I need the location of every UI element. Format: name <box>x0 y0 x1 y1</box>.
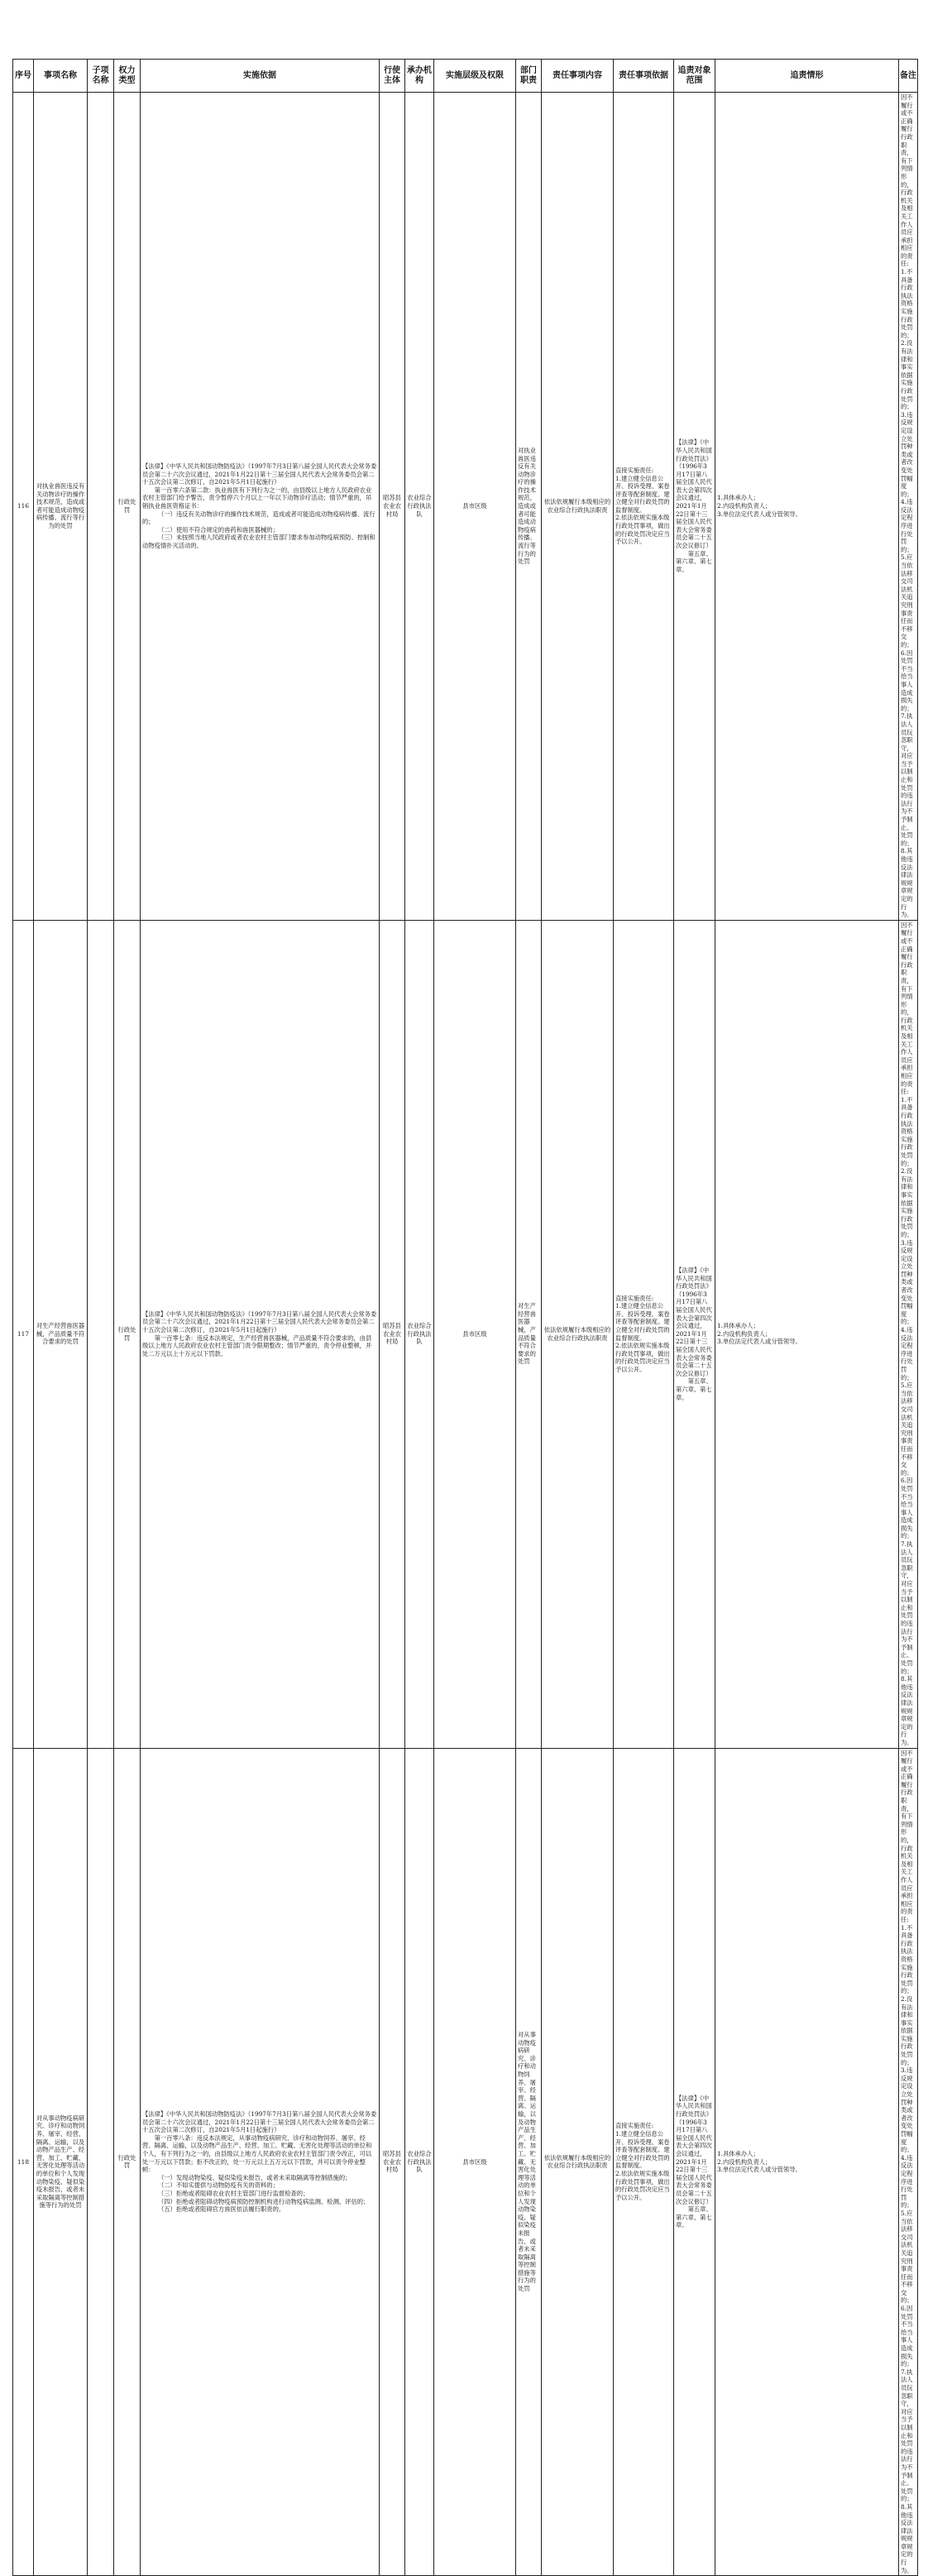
power-type: 行政处罚 <box>114 93 141 921</box>
responsibility-content-line: 2.依法依规实施本级行政处罚事项，做出的行政处罚决定应当予以公开。 <box>615 1342 670 1373</box>
implementation-basis-line: 第一百零七条：违反本法规定，生产经营兽医器械，产品质量不符合要求的，由县级以上地方人民政府农业农村主管部门责令限期整改；情节严重的，责令停业整顿，并处二万元以上十万元以下罚款。 <box>142 1333 372 1357</box>
accountability-situations-line: 2.没有法律和事实依据实施行政处罚的； <box>901 339 913 411</box>
column-header: 权力类型 <box>114 60 141 93</box>
implementation-basis-line: 【法律】《中华人民共和国动物防疫法》（1997年7月3日第八届全国人民代表大会常务委员会第二十六次会议通过，2021年1月22日第十三届全国人民代表大会常务委员会第二十五次会议第二次修订，自2021年5月1日起施行） <box>142 1310 377 1334</box>
implementation-basis-line: 【法律】《中华人民共和国动物防疫法》（1997年7月3日第八届全国人民代表大会常务委员会第二十六次会议通过，2021年1月22日第十三届全国人民代表大会常务委员会第二十五次会议第二次修订，自2021年5月1日起施行） <box>142 462 377 486</box>
table-row <box>13 93 918 921</box>
column-header: 事项名称 <box>34 60 88 93</box>
power-list-table <box>12 59 918 2576</box>
accountability-situations-line: 3.违反规定设立处罚种类或者改变处罚幅度的； <box>901 2066 913 2154</box>
responsibility-content <box>614 93 674 921</box>
accountability-situations-line: 4.违反法定程序进行处罚的； <box>901 498 913 553</box>
responsibility-content <box>614 920 674 1748</box>
implementation-basis-line: 第一百零六条第二款：执业兽医有下列行为之一的，由县级以上地方人民政府农业农村主管部门给予警告，责令暂停六个月以上一年以下动物诊疗活动；情节严重的，吊销执业兽医资格证书： <box>142 486 372 510</box>
accountability-situations-line: 因不履行或不正确履行行政职责，有下列情形的，行政机关及相关工作人员应承担相应的责任: <box>901 93 913 268</box>
implementation-basis-line: （一）发现动物染疫、疑似染疫未报告，或者未采取隔离等控制措施的； <box>157 2173 352 2181</box>
accountability-situations-line: 3.违反规定设立处罚种类或者改变处罚幅度的； <box>901 1238 913 1326</box>
accountability-situations-line: 8.其他违反法律法规规章规定的行为。 <box>901 847 913 919</box>
implementation-basis <box>141 93 380 921</box>
accountability-situations-line: 5.应当依法移交司法机关追究刑事责任而不移交的； <box>901 553 913 649</box>
column-header: 序号 <box>13 60 34 93</box>
implementation-basis <box>141 920 380 1748</box>
accountability-targets <box>715 920 899 1748</box>
accountability-situations-line: 7.执法人员玩忽职守，对应当予以制止和处罚的违法行为不予制止、处罚的； <box>901 1540 913 1675</box>
department-duty: 依法依规履行本级相应的农业综合行政执法职责 <box>542 1748 614 2576</box>
accountability-situations-line: 5.应当依法移交司法机关追究刑事责任而不移交的； <box>901 2209 913 2305</box>
sub-item-name <box>88 93 114 921</box>
responsibility-content-line: 直接实施责任: <box>615 2122 654 2130</box>
column-header: 承办机构 <box>405 60 434 93</box>
accountability-targets-line: 1.具体承办人； <box>717 2149 759 2157</box>
implementation-basis-line: 第一百零八条：违反本法规定，从事动物疫病研究、诊疗和动物饲养、屠宰、经营、隔离、运输，以及动物产品生产、经营、加工、贮藏、无害化处理等活动的单位和个人，有下列行为之一的，由县级以上地方人民政府农业农村主管部门责令改正，可以处一万元以下罚款；拒不改正的，处一万元以上五万元以下罚款，并可以责令停业整顿： <box>142 2133 372 2174</box>
accountability-situations <box>899 920 918 1748</box>
column-header: 部门职责 <box>516 60 542 93</box>
responsibility-content-line: 1.建立健全信息公开、投诉受理、案卷评查等配套制度。建立健全对行政处罚的监督制度。 <box>615 2130 670 2170</box>
accountability-targets-line: 3.单位法定代表人或分管领导。 <box>717 1338 801 1346</box>
implementation-level: 县市区级 <box>434 1748 516 2576</box>
column-header: 责任事项依据 <box>614 60 674 93</box>
undertaking-agency: 农业综合行政执法队 <box>405 93 434 921</box>
column-header: 行使主体 <box>380 60 405 93</box>
column-header: 实施层级及权限 <box>434 60 516 93</box>
row-number: 118 <box>13 1748 34 2576</box>
accountability-situations <box>899 93 918 921</box>
responsibility-basis-line: 【法律】《中华人民共和国行政处罚法》（1996年3月17日第八届全国人民代表大会第四次会议通过，2021年1月22日第十三届全国人民代表大会常务委员会第二十五次会议修订） <box>676 2094 712 2205</box>
accountability-situations-line: 6.因处罚不当给当事人造成损失的； <box>901 2305 913 2368</box>
accountability-situations-line: 2.没有法律和事实依据实施行政处罚的； <box>901 1167 913 1238</box>
executing-subject: 昭苏县农业农村局 <box>380 1748 405 2576</box>
accountability-targets <box>715 93 899 921</box>
accountability-situations-line: 因不履行或不正确履行行政职责，有下列情形的，行政机关及相关工作人员应承担相应的责任: <box>901 921 913 1096</box>
header-row <box>13 60 918 93</box>
implementation-basis-line: （五）拒绝或者阻碍官方兽医依法履行职责的。 <box>157 2205 285 2214</box>
accountability-situations <box>899 1748 918 2576</box>
power-type: 行政处罚 <box>114 920 141 1748</box>
accountability-targets <box>715 1748 899 2576</box>
accountability-situations-line: 7.执法人员玩忽职守，对应当予以制止和处罚的违法行为不予制止、处罚的； <box>901 2368 913 2503</box>
sub-item-name <box>88 920 114 1748</box>
responsibility-content-line: 2.依法依规实施本级行政处罚事项，做出的行政处罚决定应当予以公开。 <box>615 2169 670 2201</box>
responsibility-basis <box>674 93 715 921</box>
column-header: 备注 <box>899 60 918 93</box>
executing-subject: 昭苏县农业农村局 <box>380 93 405 921</box>
sub-item-name <box>88 1748 114 2576</box>
accountability-targets-line: 3.单位法定代表人或分管领导。 <box>717 510 801 518</box>
responsibility-basis-line: 【法律】《中华人民共和国行政处罚法》（1996年3月17日第八届全国人民代表大会第四次会议通过，2021年1月22日第十三届全国人民代表大会常务委员会第二十五次会议修订） <box>676 438 712 550</box>
implementation-basis <box>141 1748 380 2576</box>
power-type: 行政处罚 <box>114 1748 141 2576</box>
accountability-situations-line: 2.没有法律和事实依据实施行政处罚的； <box>901 1994 913 2066</box>
responsibility-basis-line: 第五章、第六章、第七章。 <box>676 549 712 573</box>
executing-subject: 昭苏县农业农村局 <box>380 920 405 1748</box>
accountability-situations-line: 1.不具备行政执法资格实施行政处罚的； <box>901 1923 913 1995</box>
accountability-situations-line: 3.违反规定设立处罚种类或者改变处罚幅度的； <box>901 410 913 498</box>
undertaking-agency: 农业综合行政执法队 <box>405 920 434 1748</box>
implementation-basis-line: （三）未按照当地人民政府或者农业农村主管部门要求参加动物疫病预防、控制和动物疫情扑灭活动的。 <box>142 534 376 550</box>
item-name: 对生产经营兽医器械，产品质量不符合要求的处罚 <box>34 920 88 1748</box>
row-number: 117 <box>13 920 34 1748</box>
responsibility-basis-line: 【法律】《中华人民共和国行政处罚法》（1996年3月17日第八届全国人民代表大会第四次会议通过，2021年1月22日第十三届全国人民代表大会常务委员会第二十五次会议修订） <box>676 1266 712 1377</box>
implementation-basis-line: 【法律】《中华人民共和国动物防疫法》（1997年7月3日第八届全国人民代表大会常务委员会第二十六次会议通过，2021年1月22日第十三届全国人民代表大会常务委员会第二十五次会议第二次修订，自2021年5月1日起施行） <box>142 2110 377 2134</box>
accountability-situations-line: 6.因处罚不当给当事人造成损失的； <box>901 649 913 712</box>
table-row <box>13 920 918 1748</box>
responsibility-basis-line: 第五章、第六章、第七章。 <box>676 1377 712 1401</box>
responsibility-basis-line: 第五章、第六章、第七章。 <box>676 2205 712 2229</box>
implementation-level: 县市区级 <box>434 920 516 1748</box>
accountability-situations-line: 4.违反法定程序进行处罚的； <box>901 1326 913 1381</box>
responsibility-content-line: 1.建立健全信息公开、投诉受理、案卷评查等配套制度。建立健全对行政处罚的监督制度。 <box>615 1302 670 1342</box>
accountability-targets-line: 2.内设机构负责人； <box>717 502 772 510</box>
implementation-basis-line: （四）拒绝或者阻碍动物疫病预防控制机构进行动物疫病监测、检测、评估的； <box>157 2197 370 2205</box>
department-duty: 依法依规履行本级相应的农业综合行政执法职责 <box>542 93 614 921</box>
responsibility-content-line: 1.建立健全信息公开、投诉受理、案卷评查等配套制度。建立健全对行政处罚的监督制度。 <box>615 474 670 514</box>
responsibility-basis <box>674 1748 715 2576</box>
item-name: 对从事动物疫病研究、诊疗和动物饲养、屠宰、经营、隔离、运输，以及动物产品生产、经营、加工、贮藏、无害化处理等活动的单位和个人发现动物染疫、疑似染疫未报告，或者未采取隔离等控制措施等行为的处罚 <box>34 1748 88 2576</box>
accountability-situations-line: 4.违反法定程序进行处罚的； <box>901 2153 913 2210</box>
implementation-basis-line: （二）不如实提供与动物防疫有关的资料的； <box>157 2181 279 2190</box>
responsibility-content-line: 2.依法依规实施本级行政处罚事项，做出的行政处罚决定应当予以公开。 <box>615 514 670 546</box>
column-header: 子项名称 <box>88 60 114 93</box>
responsibility-basis <box>674 920 715 1748</box>
implementation-basis-line: （二）使用不符合规定的兽药和兽医器械的； <box>157 525 279 534</box>
column-header: 追责情形 <box>715 60 899 93</box>
responsibility-content-line: 直接实施责任: <box>615 466 654 474</box>
implementation-scope: 对生产经营兽医器械，产品质量不符合要求的处罚 <box>516 920 542 1748</box>
responsibility-content <box>614 1748 674 2576</box>
accountability-situations-line: 6.因处罚不当给当事人造成损失的； <box>901 1477 913 1540</box>
accountability-targets-line: 2.内设机构负责人； <box>717 1329 772 1338</box>
accountability-targets-line: 3.单位法定代表人或分管领导。 <box>717 2166 801 2174</box>
accountability-targets-line: 1.具体承办人； <box>717 1322 759 1330</box>
implementation-level: 县市区级 <box>434 93 516 921</box>
column-header: 责任事项内容 <box>542 60 614 93</box>
responsibility-content-line: 直接实施责任: <box>615 1294 654 1302</box>
accountability-situations-line: 7.执法人员玩忽职守，对应当予以制止和处罚的违法行为不予制止、处罚的； <box>901 712 913 847</box>
accountability-targets-line: 2.内设机构负责人； <box>717 2157 772 2166</box>
item-name: 对执业兽医违反有关动物诊疗的操作技术规范，造成或者可能造成动物疫病传播、流行等行为的处罚 <box>34 93 88 921</box>
undertaking-agency: 农业综合行政执法队 <box>405 1748 434 2576</box>
department-duty: 依法依规履行本级相应的农业综合行政执法职责 <box>542 920 614 1748</box>
accountability-situations-line: 因不履行或不正确履行行政职责，有下列情形的，行政机关及相关工作人员应承担相应的责任: <box>901 1749 913 1923</box>
accountability-situations-line: 5.应当依法移交司法机关追究刑事责任而不移交的； <box>901 1381 913 1477</box>
implementation-basis-line: （一）违反有关动物诊疗的操作技术规范，造成或者可能造成动物疫病传播、流行的； <box>142 510 376 526</box>
implementation-scope: 对执业兽医违反有关动物诊疗的操作技术规范，造成或者可能造成动物疫病传播、流行等行为的处罚 <box>516 93 542 921</box>
accountability-situations-line: 8.其他违反法律法规规章规定的行为。 <box>901 1675 913 1746</box>
row-number: 116 <box>13 93 34 921</box>
implementation-scope: 对从事动物疫病研究、诊疗和动物饲养、屠宰、经营、隔离、运输，以及动物产品生产、经营、加工、贮藏、无害化处理等活动的单位和个人发现动物染疫、疑似染疫未报告，或者未采取隔离等控制措施等行为的处罚 <box>516 1748 542 2576</box>
accountability-targets-line: 1.具体承办人； <box>717 494 759 502</box>
table-row <box>13 1748 918 2576</box>
column-header: 实施依据 <box>141 60 380 93</box>
accountability-situations-line: 8.其他违反法律法规规章规定的行为。 <box>901 2502 913 2574</box>
implementation-basis-line: （三）拒绝或者阻碍农业农村主管部门进行监督检查的； <box>157 2189 309 2197</box>
column-header: 追责对象范围 <box>674 60 715 93</box>
accountability-situations-line: 1.不具备行政执法资格实施行政处罚的； <box>901 268 913 339</box>
accountability-situations-line: 1.不具备行政执法资格实施行政处罚的； <box>901 1095 913 1167</box>
